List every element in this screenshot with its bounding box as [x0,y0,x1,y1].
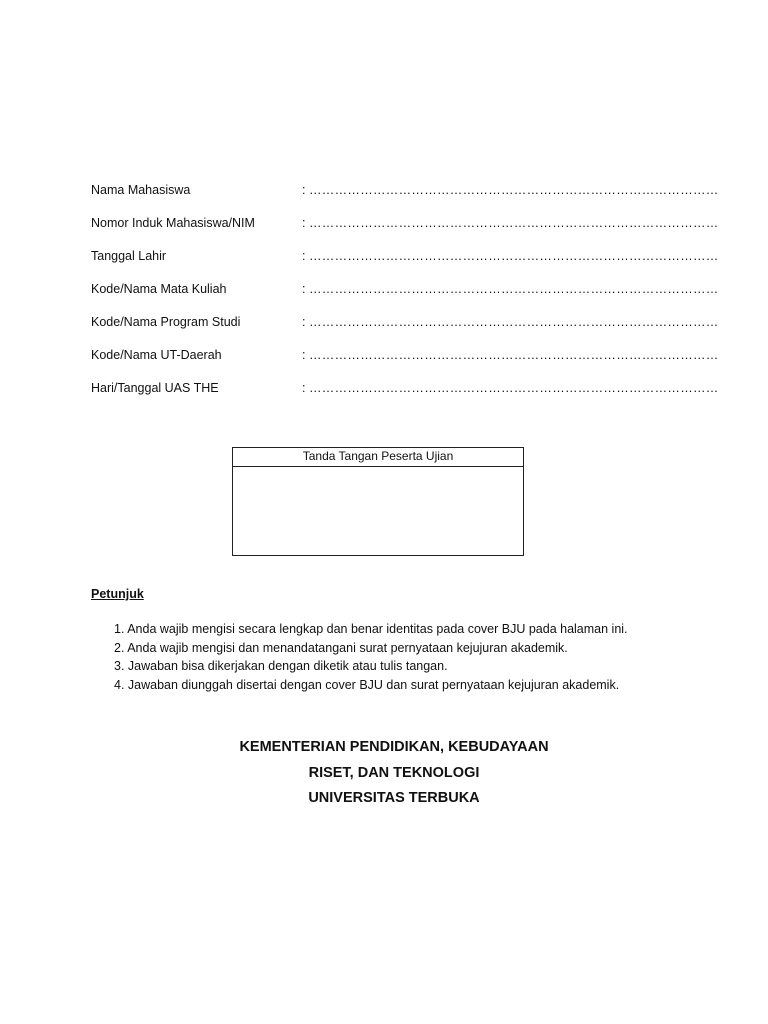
instruction-item: 4. Jawaban diunggah disertai dengan cover BJU dan surat pernyataan kejujuran akademik. [114,677,620,692]
form-row-nama [91,181,719,214]
form-row-nim [91,214,719,247]
field-blank[interactable]: …………………………………………………………………………………… [309,249,719,263]
field-label: Nama Mahasiswa [91,183,191,197]
instructions-title: Petunjuk [91,587,144,601]
instructions-list [114,620,628,694]
field-label: Tanggal Lahir [91,249,167,263]
field-blank[interactable]: …………………………………………………………………………………… [309,348,719,362]
footer-line-ministry-cont: RISET, DAN TEKNOLOGI [308,764,480,781]
field-blank[interactable]: …………………………………………………………………………………… [309,315,719,329]
field-separator: : [302,216,306,230]
field-blank[interactable]: …………………………………………………………………………………… [309,381,719,395]
field-blank[interactable]: …………………………………………………………………………………… [309,216,719,230]
instruction-item: 2. Anda wajib mengisi dan menandatangani surat pernyataan kejujuran akademik. [114,640,568,655]
form-row-tanggal-uas [91,379,719,412]
form-row-tanggal-lahir [91,247,719,280]
signature-box [232,447,524,556]
field-separator: : [302,348,306,362]
field-label: Hari/Tanggal UAS THE [91,381,219,395]
field-separator: : [302,183,306,197]
field-blank[interactable]: …………………………………………………………………………………… [309,282,719,296]
field-label: Kode/Nama Mata Kuliah [91,282,227,296]
field-separator: : [302,315,306,329]
institution-footer [0,735,768,812]
instruction-item: 3. Jawaban bisa dikerjakan dengan diketik atau tulis tangan. [114,659,448,673]
field-separator: : [302,282,306,296]
field-label: Kode/Nama UT-Daerah [91,348,222,362]
instruction-item: 1. Anda wajib mengisi secara lengkap dan benar identitas pada cover BJU pada halaman ini. [114,622,628,636]
field-label: Nomor Induk Mahasiswa/NIM [91,216,255,230]
footer-line-ministry: KEMENTERIAN PENDIDIKAN, KEBUDAYAAN [239,739,549,755]
form-row-ut-daerah [91,346,719,379]
identity-form [91,181,719,412]
form-row-mata-kuliah [91,280,719,313]
form-row-program-studi [91,313,719,346]
field-blank[interactable]: …………………………………………………………………………………… [309,183,719,197]
field-label: Kode/Nama Program Studi [91,315,241,329]
field-separator: : [302,249,306,263]
signature-box-header: Tanda Tangan Peserta Ujian [233,448,523,467]
field-separator: : [302,381,306,395]
footer-line-university: UNIVERSITAS TERBUKA [308,790,480,806]
signature-area[interactable] [233,467,523,557]
